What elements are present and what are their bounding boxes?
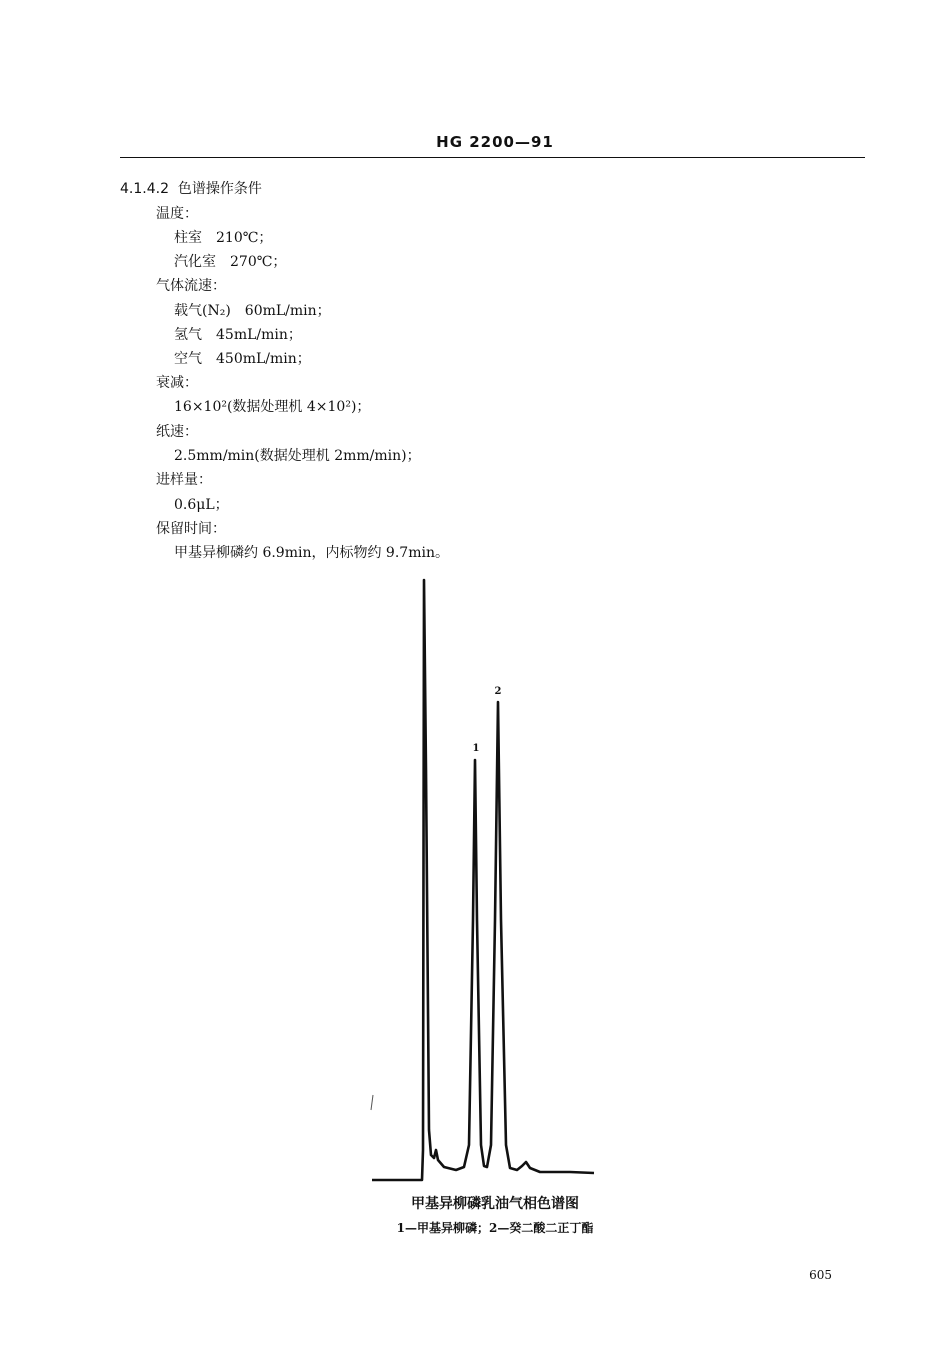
condition-line: 温度： — [156, 206, 198, 222]
condition-line: 纸速： — [156, 424, 198, 440]
header-rule — [120, 157, 865, 158]
condition-line: 16×10²(数据处理机 4×10²)； — [174, 399, 371, 415]
condition-line: 柱室 210℃； — [174, 230, 273, 246]
chromatogram-mark — [371, 1095, 373, 1110]
condition-line: 保留时间： — [156, 521, 226, 537]
condition-line: 进样量： — [156, 472, 212, 488]
condition-line: 衰减： — [156, 375, 198, 391]
condition-line: 空气 450mL/min； — [174, 351, 311, 367]
figure-legend: 1—甲基异柳磷；2—癸二酸二正丁酯 — [396, 1221, 594, 1235]
section-title: 色谱操作条件 — [177, 181, 262, 197]
chromatogram — [360, 570, 620, 1185]
standard-code: HG 2200—91 — [436, 133, 554, 151]
peak-label-1: 1 — [472, 743, 480, 754]
condition-line: 2.5mm/min(数据处理机 2mm/min)； — [174, 448, 421, 464]
figure-caption: 甲基异柳磷乳油气相色谱图 — [411, 1196, 579, 1212]
condition-line: 甲基异柳磷约 6.9min，内标物约 9.7min。 — [174, 545, 449, 561]
condition-line: 汽化室 270℃； — [174, 254, 287, 270]
section-heading — [120, 180, 262, 198]
peak-label-2: 2 — [494, 686, 502, 697]
condition-line: 气体流速： — [156, 278, 226, 294]
chromatogram-trace — [372, 580, 594, 1180]
page-number: 605 — [809, 1268, 832, 1282]
condition-line: 载气(N₂) 60mL/min； — [174, 303, 331, 319]
condition-line: 氢气 45mL/min； — [174, 327, 302, 343]
condition-line: 0.6μL； — [174, 497, 229, 513]
section-number: 4.1.4.2 — [120, 181, 169, 197]
